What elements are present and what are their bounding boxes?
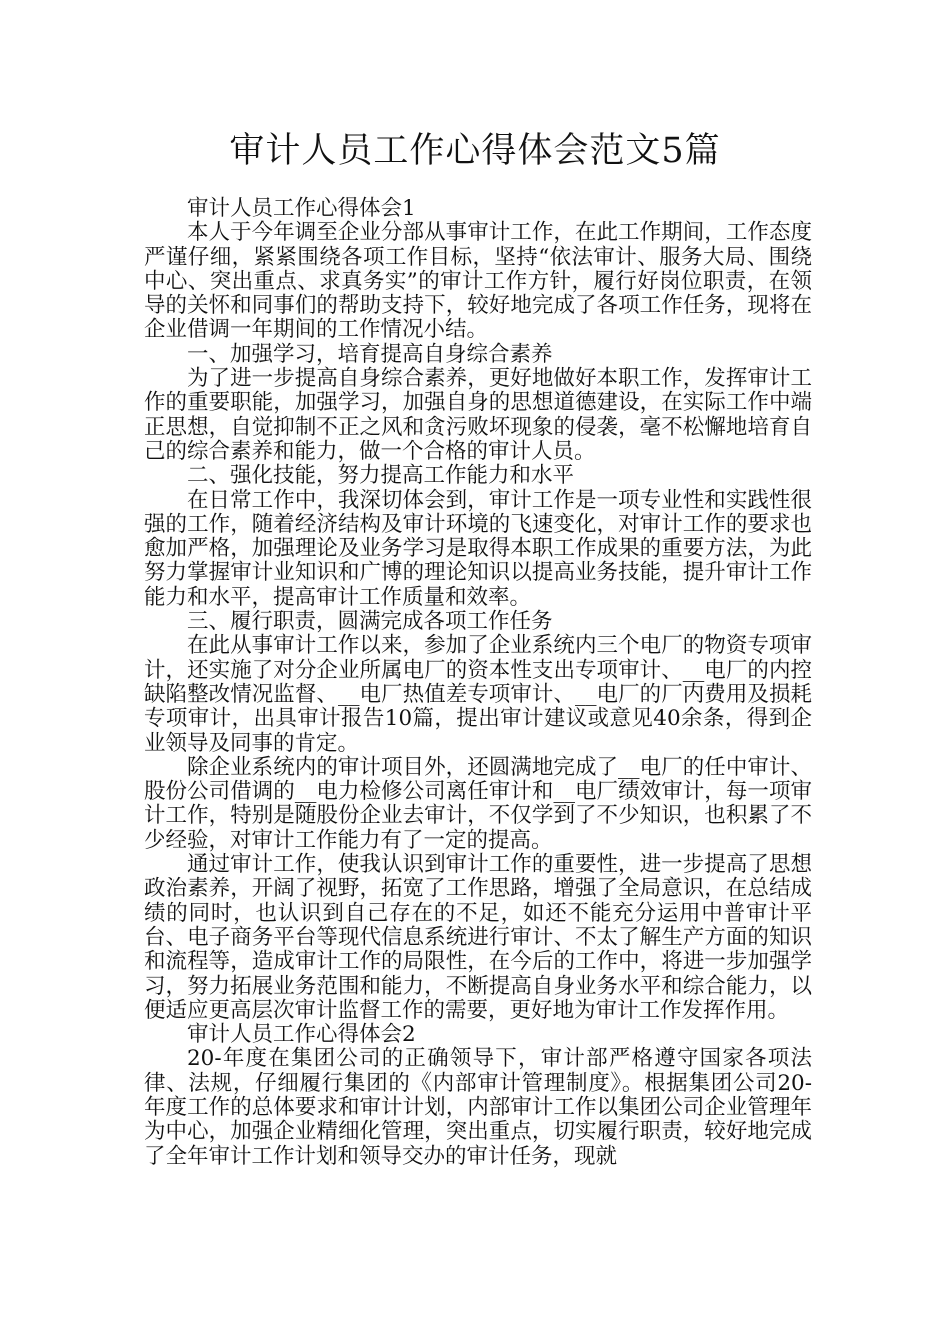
- document-title: 审计人员工作心得体会范文5篇: [229, 131, 721, 171]
- subheading: 三、履行职责，圆满完成各项工作任务: [187, 609, 553, 635]
- section-heading-1: 审计人员工作心得体会1: [187, 196, 416, 221]
- paragraph: 本人于今年调至企业分部从事审计工作，在此工作期间，工作态度严谨仔细，紧紧围绕各项工作目标，坚持“依法审计、服务大局、围绕中心、突出重点、求真务实”的审计工作方针，履行好岗位职责，在领导的关怀和同事们的帮助支持下，较好地完成了各项工作任务，现将在企业借调一年期间的工作情况小结。: [144, 220, 812, 343]
- paragraph: 为了进一步提高自身综合素养，更好地做好本职工作，发挥审计工作的重要职能，加强学习，加强自身的思想道德建设，在实际工作中端正思想，自觉抑制不正之风和贪污败坏现象的侵袭，毫不松懈地培育自己的综合素养和能力，做一个合格的审计人员。: [144, 366, 812, 464]
- paragraph: 通过审计工作，使我认识到审计工作的重要性，进一步提高了思想政治素养，开阔了视野，拓宽了工作思路，增强了全局意识，在总结成绩的同时，也认识到自己存在的不足，如还不能充分运用中普审计平台、电子商务平台等现代信息系统进行审计、不太了解生产方面的知识和流程等，造成审计工作的局限性，在今后的工作中，将进一步加强学习，努力拓展业务范围和能力，不断提高自身业务水平和综合能力，以便适应更高层次审计监督工作的需要，更好地为审计工作发挥作用。: [144, 852, 812, 1023]
- document-body: [144, 197, 812, 1169]
- paragraph: 除企业系统内的审计项目外，还圆满地完成了__电厂的任中审计、股份公司借调的__电力检修公司离任审计和__电厂绩效审计，每一项审计工作，特别是随股份企业去审计，不仅学到了不少知识，也积累了不少经验，对审计工作能力有了一定的提高。: [144, 754, 812, 853]
- subheading: 二、强化技能，努力提高工作能力和水平: [187, 463, 575, 489]
- section-heading-2: 审计人员工作心得体会2: [187, 1022, 416, 1048]
- subheading: 一、加强学习，培育提高自身综合素养: [187, 341, 553, 367]
- paragraph: 20-年度在集团公司的正确领导下，审计部严格遵守国家各项法律、法规，仔细履行集团的《内部审计管理制度》。根据集团公司20-年度工作的总体要求和审计计划，内部审计工作以集团公司企业管理年为中心，加强企业精细化管理，突出重点，切实履行职责，较好地完成了全年审计工作计划和领导交办的审计任务，现就: [144, 1046, 812, 1169]
- paragraph: 在此从事审计工作以来，参加了企业系统内三个电厂的物资专项审计，还实施了对分企业所属电厂的资本性支出专项审计、__电厂的内控缺陷整改情况监督、__电厂热值差专项审计、__电厂的厂内费用及损耗专项审计，出具审计报告10篇，提出审计建议或意见40余条，得到企业领导及同事的肯定。: [144, 633, 813, 756]
- paragraph: 在日常工作中，我深切体会到，审计工作是一项专业性和实践性很强的工作，随着经济结构及审计环境的飞速变化，对审计工作的要求也愈加严格，加强理论及业务学习是取得本职工作成果的重要方法，为此努力掌握审计业知识和广博的理论知识以提高业务技能，提升审计工作能力和水平，提高审计工作质量和效率。: [144, 487, 812, 610]
